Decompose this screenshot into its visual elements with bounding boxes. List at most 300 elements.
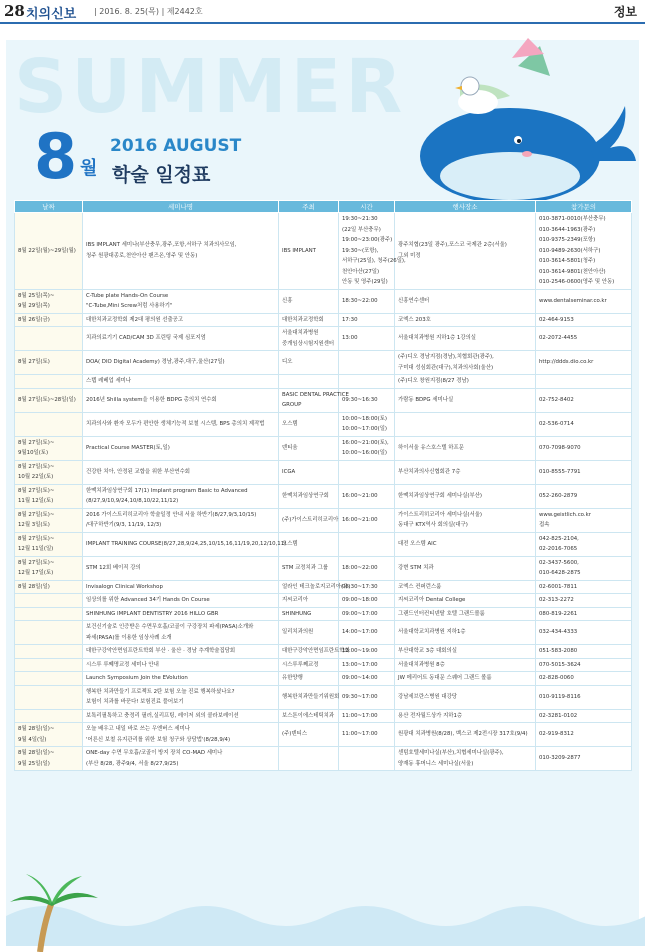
contact-cell-line: 접속 [539,522,550,528]
time-cell [339,484,395,508]
host-cell [279,658,339,672]
contact-cell-line: 010-3614-5801(청주) [539,258,596,264]
place-cell [395,327,536,351]
host-cell-line: BASIC DENTAL PRACTICE [282,391,349,398]
col-header-seminar: 세미나명 [83,201,279,213]
time-cell [339,672,395,686]
seminar-cell [83,709,279,723]
contact-cell-line: http://ddds.dio.co.kr [539,359,594,366]
place-cell [395,658,536,672]
time-cell-line: 16:00~21:00 [342,516,378,523]
place-cell-line: 하이서울 유스호스텔 하프문 [398,444,464,451]
time-cell-line: 09:00~14:00 [342,675,378,681]
host-cell [279,556,339,580]
contact-cell-line: 010-6428-2875 [539,570,581,576]
seminar-cell-line: DOA( DIO Digital Academy) 경남,광주,대구,울산(27일) [86,359,225,366]
contact-cell-line: www.geistlich.co.kr [539,511,591,518]
place-cell [395,607,536,621]
contact-cell-line: 010-3614-9801(천안아산) [539,268,606,275]
seminar-cell-line: '어른신 보철 유지관리를 위한 보험 청구와 상담법'(8/28,9/4) [86,736,231,743]
place-cell [395,436,536,460]
host-cell [279,607,339,621]
year-month: 2016 AUGUST [110,136,242,156]
place-cell [395,556,536,580]
time-cell-line: 11:00~17:00 [342,712,378,719]
contact-cell-line: 02-3281-0102 [539,712,578,719]
time-cell [339,658,395,672]
date-cell-line: 8월 27일(토)~ [18,463,55,470]
time-cell-line: 천안아산(27일) [342,268,380,275]
date-cell-line: 8월 27일(토)~ [18,511,55,518]
newspaper-name: 치의신보 [26,7,77,22]
contact-cell-line: 02-2016-7065 [539,546,578,552]
table-row [15,607,632,621]
table-row [15,484,632,508]
time-cell-line: (22일 부산충무) [342,226,381,233]
date-cell [15,556,83,580]
schedule-title: 학술 일정표 [112,164,211,186]
time-cell-line: 18:30~22:00 [342,297,378,304]
seminar-cell-line: 파세(PASA)를 이용한 임상사례 소개 [86,634,172,641]
host-cell-line: IBS IMPLANT [282,247,316,254]
time-cell [339,580,395,594]
time-cell-line: 11:00~17:00 [342,731,378,738]
table-row [15,532,632,556]
seminar-cell-line: 2016년 Shilla system을 이용한 BDPG 총의치 연수회 [86,396,217,403]
time-cell-line: 13:00~17:00 [342,661,378,668]
seminar-cell [83,484,279,508]
host-cell-line: 일리치과의원 [282,629,314,636]
page-header [0,0,645,24]
seminar-cell-line: "C-Tube,Mini Screw처럼 사용하기" [86,303,173,309]
seminar-cell [83,313,279,327]
place-cell [395,313,536,327]
seminar-cell-line: 임상의를 위한 Advanced 34기 Hands On Course [86,597,210,603]
table-row [15,556,632,580]
host-cell [279,672,339,686]
place-cell-line: 서울대치과병원 8층 [398,661,445,668]
time-cell [339,313,395,327]
contact-cell [536,508,632,532]
contact-cell-line: 010-8555-7791 [539,468,581,475]
contact-cell [536,723,632,747]
date-cell-line: 9월10일(토) [18,450,49,456]
col-header-place: 행사장소 [395,201,536,213]
date-cell [15,607,83,621]
contact-cell [536,213,632,290]
place-cell-line: 강남세브란스병원 대강당 [398,693,457,700]
contact-cell [536,556,632,580]
contact-cell [536,580,632,594]
date-cell-line: 12월 11일(일) [18,546,54,552]
time-cell-line: 16:00~21:00(토), [342,439,389,446]
host-cell [279,645,350,659]
contact-cell-line: 051-583-2080 [539,648,578,654]
contact-cell-line: 010-2546-0600(영주 및 안동) [539,279,615,285]
schedule-table-wrap [14,200,631,771]
time-cell-line: 19:30~(포항), [342,247,379,254]
host-cell-line: 오스템 [282,420,298,427]
table-row [15,645,632,659]
contact-cell-line: www.dentalseminar.co.kr [539,297,607,304]
summer-watermark: SUMMER [14,44,407,130]
contact-cell [536,351,632,375]
host-cell-line: 대한치과교정학회 [282,316,324,323]
time-cell [339,532,395,556]
date-cell [15,645,83,659]
place-cell [395,351,536,375]
col-header-date: 날짜 [15,201,83,213]
place-cell-line: 부산치과의사신협회관 7층 [398,468,461,475]
contact-cell [536,747,632,771]
date-cell-line: 9월 29일(목) [18,303,50,309]
date-cell [15,672,83,686]
time-cell-line: 09:00~18:00 [342,597,378,603]
contact-cell-line: 010-9375-2349(포항) [539,237,596,243]
contact-cell-line: 02-536-0714 [539,420,574,427]
place-cell-line: 코엑스 컨퍼런스룸 [398,583,442,590]
contact-cell-line: 032-434-4333 [539,629,578,636]
host-cell-line: 오스템 [282,540,298,547]
seminar-cell [83,375,279,389]
date-cell [15,313,83,327]
date-cell [15,412,83,436]
contact-cell-line: 02-6001-7811 [539,583,578,590]
schedule-table [14,200,632,771]
contact-cell-line: 02-464-9153 [539,316,574,323]
time-cell-line: 10:00~18:00(토) [342,415,388,422]
place-cell [395,289,536,313]
host-cell [279,412,339,436]
seminar-cell-line: Invisalogn Clinical Workshop [86,583,163,590]
host-cell [279,747,339,771]
host-cell-line: 행복한치과만들기위원회 [282,693,340,700]
host-cell [279,351,339,375]
host-cell-line: SHINHUNG [282,610,312,617]
seminar-cell-line: 치과의사와 환자 모두가 편안한 생체기능적 보철 시스템, BPS 총의치 제작법 [86,420,265,427]
table-row [15,508,632,532]
issue-date: 2016. 8. 25(목) [99,7,160,16]
seminar-cell-line: 2016 가이스트리히코리아 학술일정 안내 서울 하반기(8/27,9/3,10/15) [86,511,257,518]
time-cell [339,327,395,351]
place-cell [395,709,536,723]
date-cell [15,460,83,484]
host-cell-line: 시스루루쩨교정 [282,661,319,668]
host-cell-line: 유한양행 [282,675,303,681]
table-row [15,289,632,313]
place-cell-line: JW 메리어트 동대문 스퀘어 그랜드 볼룸 [398,675,492,681]
place-cell-line: 원광대 치과병원(8/28), 벡스코 제2전시장 317호(9/4) [398,731,528,738]
seminar-cell-line: 스텝 레베업 세미나 [86,378,132,384]
contact-cell-line: 080-819-2261 [539,610,578,617]
table-row [15,580,632,594]
contact-cell [536,327,632,351]
table-row [15,594,632,608]
place-cell [395,645,536,659]
date-cell [15,532,83,556]
table-row [15,621,632,645]
time-cell [339,213,406,290]
contact-cell-line: 070-7098-9070 [539,444,581,451]
host-cell [279,532,339,556]
place-cell-line: 양재동 휴머니스 세미나실(서울) [398,760,474,767]
time-cell [339,723,395,747]
date-cell [15,213,83,290]
date-cell [15,709,83,723]
seminar-cell [83,388,279,412]
host-cell-line: 서울대치과병원 [282,330,319,336]
seminar-cell-line: 대한치과교정학회 제2대 평의원 선출공고 [86,316,184,323]
date-cell-line: 8월 27일(토)~28일(일) [18,396,76,403]
place-cell-line: 부산대학교 3층 대회의실 [398,648,457,654]
seminar-cell [83,412,279,436]
seminar-cell [83,213,279,290]
contact-cell-line: 02-313-2272 [539,597,574,603]
host-cell [279,436,339,460]
date-cell [15,594,83,608]
host-cell-line: GROUP [282,402,302,408]
date-cell-line: 8월 28일(일)~ [18,726,55,732]
seminar-cell [83,289,279,313]
seminar-cell [83,607,279,621]
host-cell [279,621,339,645]
contact-cell-line: 02-752-8402 [539,396,574,403]
place-cell-line: 지씨코리아 Dental College [398,597,466,603]
contact-cell-line: 02-828-0060 [539,675,574,681]
table-row [15,327,632,351]
time-cell-line: 09:30~17:00 [342,693,378,700]
contact-cell [536,709,632,723]
date-cell [15,351,83,375]
date-cell-line: 8월 28일(일) [18,583,50,590]
contact-cell [536,412,632,436]
contact-cell-line: 052-260-2879 [539,492,578,499]
time-cell-line: 14:00~17:00 [342,629,378,636]
date-cell-line: 8월 27일(토) [18,359,50,366]
col-header-time: 시간 [339,201,395,213]
time-cell [339,375,395,389]
seminar-cell-line: 보톡리필톡하고 충정리 필러,실리프팅, 레이저 외의 콜라보레이션 [86,712,239,719]
section-title: 정보 [613,5,637,19]
col-header-host: 주최 [279,201,339,213]
place-cell-line: 서울대학교치과병원 지하1층 [398,629,466,636]
time-cell-line: 08:30~17:30 [342,583,378,590]
table-row [15,412,632,436]
time-cell [339,289,395,313]
date-cell-line: 8월 22일(월)~29일(월) [18,247,76,254]
seminar-cell [83,672,279,686]
host-cell [279,709,339,723]
time-cell [339,709,395,723]
date-cell [15,375,83,389]
table-row [15,672,632,686]
host-cell-line: 한맥치과임상연구회 [282,492,329,499]
date-cell-line: 9월 4일(일) [18,736,47,743]
contact-cell [536,621,632,645]
time-cell-line: 19:30~21:30 [342,216,378,222]
contact-cell [536,436,632,460]
table-row [15,213,632,290]
host-cell [279,580,351,594]
seminar-cell-line: IMPLANT TRAINING COURSE(8/27,28,9/24,25,10/15,16,11/19,20,12/10,11) [86,540,287,547]
place-cell [395,532,536,556]
contact-cell-line: 010-9489-2630(서하구) [539,247,601,254]
issue-date-line: | 2016. 8. 25(목) | 제2442호 [94,7,203,16]
place-cell [395,484,536,508]
date-cell-line: 12월 17일(토) [18,570,54,576]
time-cell-line: 서하구(25일), 청주(26일), [342,258,406,264]
host-cell [279,313,339,327]
place-cell-line: 그외 미정 [398,252,421,259]
place-cell-line: 가이스트리히코리아 세미나실(서울) [398,511,483,518]
seminar-cell [83,645,279,659]
place-cell-line: (주)디오 창원지점(8/27 경남) [398,378,469,384]
host-cell [279,484,339,508]
contact-cell [536,484,632,508]
time-cell [339,460,395,484]
place-cell [395,747,536,771]
date-cell [15,580,83,594]
month-number: 8 [34,120,78,193]
place-cell-line: 코엑스 203호 [398,316,431,323]
date-cell [15,436,83,460]
time-cell [339,685,395,709]
table-row [15,436,632,460]
host-cell-line: (주)가이스트리히코리아 [282,516,339,523]
place-cell-line: 가람동 BDPG 세미나실 [398,396,454,403]
place-cell [395,460,536,484]
date-cell-line: 8월 27일(토)~ [18,559,55,566]
contact-cell [536,672,632,686]
contact-cell-line: 070-5015-3624 [539,661,581,668]
time-cell-line: 17:30 [342,316,358,323]
place-cell [395,412,536,436]
date-cell-line: 12월 3일(토) [18,522,50,528]
date-cell [15,484,83,508]
place-cell [395,672,536,686]
seminar-cell [83,723,279,747]
time-cell [339,412,395,436]
contact-cell-line: 010-3209-2877 [539,755,581,762]
date-cell [15,747,83,771]
seminar-cell-line: 청주 원광대종로,천안아산 팬즈온,영주 및 안동) [86,252,198,259]
table-row [15,658,632,672]
host-cell [279,213,339,290]
time-cell-line: 13:00 [342,335,358,342]
month-word: 월 [80,158,98,179]
time-cell-line: 10:00~17:00(일) [342,426,388,432]
table-header-row [15,201,632,213]
host-cell-line: 중개임상시험지원센터 [282,340,335,347]
issue-number: 제2442호 [166,7,203,16]
date-cell [15,621,83,645]
place-cell-line: 구미대 성심회관(대구),치과의사회(울산) [398,364,494,371]
host-cell-line: 보스톤이에스테틱치과 [282,712,335,719]
place-cell-line: 용산 전자월드상가 지하1층 [398,712,463,719]
date-cell-line: 8월 27일(토)~ [18,535,55,542]
time-cell-line: 09:00~17:00 [342,610,378,617]
table-row [15,375,632,389]
contact-cell-line: 010-3871-0010(부산충무) [539,216,606,222]
seminar-cell-line: (8/27,9/10,9/24,10/8,10/22,11/12) [86,498,179,504]
seminar-cell-line: 오늘 배우고 내일 바로 쓰는 우엔버스 세미나 [86,726,191,732]
table-row [15,313,632,327]
time-cell-line: 안동 및 영주(29일) [342,279,388,285]
host-cell [279,289,339,313]
palm-tree-illustration [0,872,110,952]
table-row [15,351,632,375]
contact-cell-line: 02-3437-5600, [539,559,579,566]
host-cell-line: 대한구강악안면임프란트학회 [282,648,350,654]
table-row [15,685,632,709]
host-cell-line: STM 교정치과 그룹 [282,564,329,571]
seminar-cell-line: ONE-day 수면 무호흡/코골이 방지 장치 CO-MAD 세미나 [86,750,223,756]
whale-illustration [400,36,640,206]
seminar-cell [83,594,279,608]
seminar-cell [83,621,279,645]
host-cell [279,388,349,412]
host-cell [279,723,339,747]
seminar-cell [83,327,279,351]
place-cell-line: 신흥연수센터 [398,297,430,304]
host-cell [279,685,339,709]
table-row [15,709,632,723]
host-cell [279,594,339,608]
table-row [15,747,632,771]
seminar-cell-line: 한맥치과임상연구회 17(1) Implant program Basic to Advanced [86,487,248,494]
time-cell-line: 13:00~19:00 [342,648,378,654]
date-cell-line: 10월 22일(토) [18,474,54,480]
contact-cell [536,685,632,709]
place-cell-line: 그랜드인터컨티넨탈 호텔 그랜드볼룸 [398,610,485,617]
time-cell [339,436,395,460]
host-cell [279,508,339,532]
host-cell-line: 디오 [282,359,293,366]
place-cell [395,213,536,290]
time-cell-line: 19:00~23:00(광주) [342,237,393,243]
contact-cell [536,460,632,484]
seminar-cell-line: STM 12회 베이직 강의 [86,564,141,571]
seminar-cell-line: 보험이 치과를 바꾼다! 보험진료 풀어보기 [86,699,184,705]
contact-cell-line: 042-825-2104, [539,535,579,542]
date-cell-line: 8월 27일(토)~ [18,439,55,446]
date-cell [15,723,83,747]
date-cell-line: 8월 27일(토)~ [18,487,55,494]
col-header-contact: 참가문의 [536,201,632,213]
time-cell [339,747,395,771]
place-cell-line: 강변 STM 치과 [398,564,434,571]
table-row [15,388,632,412]
seminar-cell-line: 치과의료기기 CAD/CAM 3D 프린팅 국제 심포지엄 [86,335,206,342]
date-cell-line: 8월 26일(금) [18,316,50,323]
seminar-cell [83,351,279,375]
page-number: 28 [4,2,25,20]
seminar-cell-line: 대한구강악안면임프란트학회 부산 · 울산 · 경남 추계학술집담회 [86,648,236,654]
date-cell [15,388,83,412]
seminar-cell-line: Launch Symposium Join the EVolution [86,675,188,681]
place-cell [395,580,536,594]
seminar-cell [83,685,279,709]
time-cell [339,351,395,375]
contact-cell [536,313,632,327]
seminar-cell [83,580,279,594]
place-cell [395,508,536,532]
table-row [15,460,632,484]
seminar-cell-line: 행복한 치과만들기 프로젝트 2탄 보험 오늘 진료 행복하셨나요? [86,688,235,695]
place-cell-line: 센텀호텔세미나실(부산),치협세미나실(광주), [398,750,504,756]
host-cell-line: ICGA [282,468,296,475]
time-cell-line: 18:00~22:00 [342,564,378,571]
